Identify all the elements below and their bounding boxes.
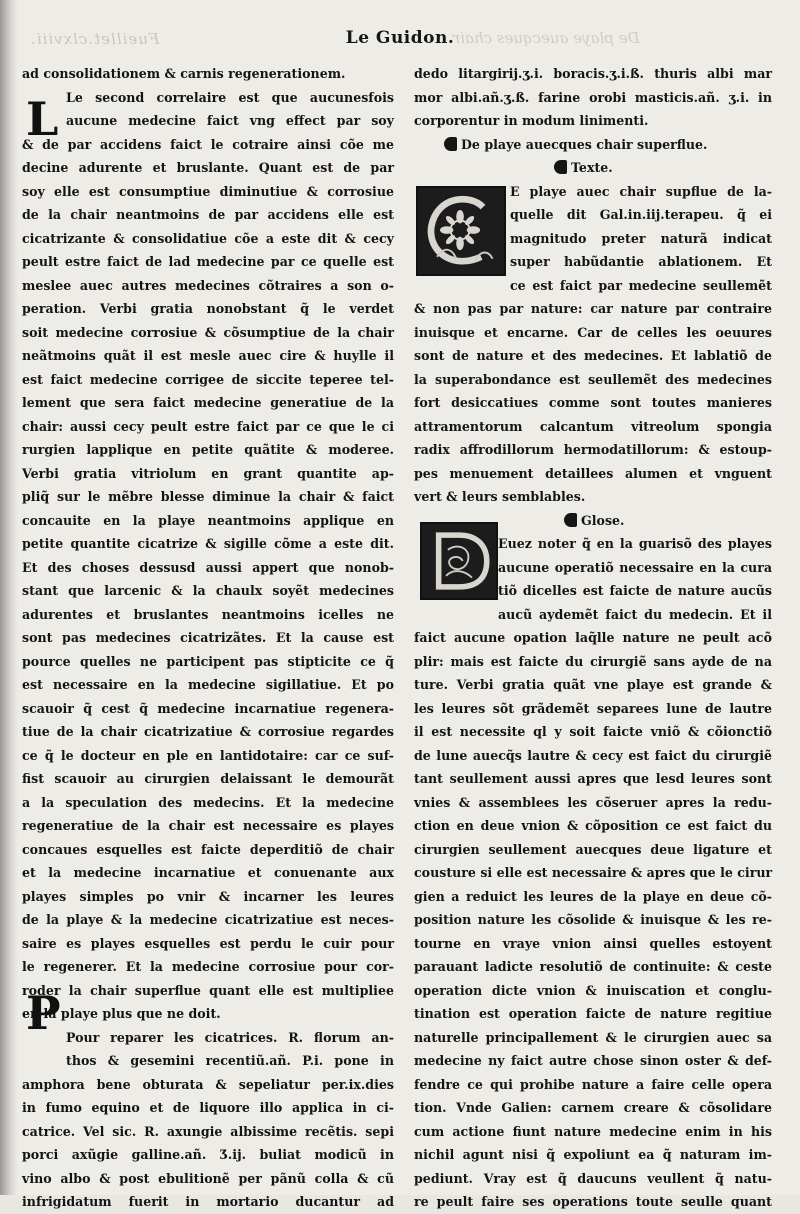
text-line: mor albi.añ.ʒ.ß. farine orobi masticis.añ. ʒ.i. in <box>414 89 772 105</box>
show-through-heading: De playe auecques chair <box>453 29 640 47</box>
paragraph-mark-icon <box>444 137 457 151</box>
paragraph-mark-icon <box>554 160 567 174</box>
text-line: est necessaire en la medecine sigillatiue. Et po <box>22 677 394 692</box>
floral-initial-icon <box>418 188 504 274</box>
text-line: catrice. Vel sic. R. axungie albissime recẽtis. sepi <box>22 1123 394 1139</box>
section-heading: Glose. <box>414 509 772 533</box>
text-line: E playe auec chair supflue de la- <box>510 183 772 199</box>
text-line: parauant ladicte resolutiõ de continuite: & ceste <box>414 959 772 974</box>
text-line: chair: aussi cecy peult estre faict par ce que le ci <box>22 418 394 434</box>
text-line: sont pas medecines cicatrizãtes. Et la cause est <box>22 630 394 645</box>
text-line: & non pas par nature: car nature par contraire <box>414 301 772 316</box>
text-line: de la chair neantmoins de par accidens elle est <box>22 207 394 222</box>
text-line: decine adurente et bruslante. Quant est de par <box>22 160 394 175</box>
text-line: pliq̃ sur le mẽbre blesse diminue la chair & faict <box>22 489 394 504</box>
text-line: nichil agunt nisi q̃ expoliunt ea q̃ naturam im- <box>414 1147 772 1162</box>
text-line: operation dicte vnion & inuiscation et conglu- <box>414 982 772 998</box>
section-heading: De playe auecques chair superflue. <box>414 133 772 157</box>
text-line: Euez noter q̃ en la guarisõ des playes <box>498 536 772 551</box>
text-line: quelle dit Gal.in.iij.terapeu. q̃ ei <box>510 207 772 222</box>
text-line: ction en deue vnion & cõposition ce est faict du <box>414 818 772 833</box>
text-line: de la playe & la medecine cicatrizatiue est neces- <box>22 912 394 927</box>
text-line: playes simples po vnir & incarner les leures <box>22 888 394 904</box>
text-line: gien a reduict les leures de la playe en deue cõ- <box>414 888 772 904</box>
text-line: peult estre faict de lad medecine par ce quelle est <box>22 254 394 269</box>
text-line: radix affrodillorum hermodatillorum: & estoup- <box>414 442 772 457</box>
text-line: ad consolidationem & carnis regenerationem. <box>22 66 346 81</box>
binding-shadow <box>0 0 18 1195</box>
text-line: vino albo & post ebulitionẽ per pãnũ colla & cũ <box>22 1170 394 1186</box>
text-line: fort desiccatiues comme sont toutes manieres <box>414 395 772 410</box>
running-title: Le Guidon. <box>345 28 455 48</box>
text-line: le regenerer. Et la medecine corrosiue pour cor- <box>22 959 394 974</box>
text-line: naturelle principallement & le cirurgien auec sa <box>414 1029 772 1045</box>
text-line: pes menuement detaillees alumen et vnguent <box>414 465 772 481</box>
text-line: est faict medecine corrigee de siccite teperee tel- <box>22 371 394 387</box>
initial-letter-p: P <box>26 986 61 1040</box>
text-line: plir: mais est faicte du cirurgiẽ sans ayde de na <box>414 653 772 669</box>
text-line: faict aucune opation laq̃lle nature ne peult acõ <box>414 630 772 645</box>
text-line: aucune medecine faict vng effect par soy <box>66 113 394 128</box>
text-line: scauoir q̃ cest q̃ medecine incarnatiue regenera- <box>22 700 394 716</box>
text-line: Verbi gratia vitriolum en grant quantite ap- <box>22 465 394 481</box>
text-line: infrigidatum fuerit in mortario ducantur ad <box>22 1194 394 1209</box>
text-line: tiue de la chair cicatrizatiue & corrosiue regardes <box>22 724 394 739</box>
text-line: petite quantite cicatrize & sigille cõme a este dit. <box>22 536 394 551</box>
text-line: fendre ce qui prohibe nature a faire celle opera <box>414 1076 772 1092</box>
text-line: tant seullement aussi apres que lesd leures sont <box>414 771 772 786</box>
text-line: adurentes et bruslantes neantmoins icelles ne <box>22 606 394 622</box>
text-line: medecine ny faict autre chose sinon oster & def- <box>414 1053 772 1068</box>
text-line: ce est faict par medecine seullemẽt <box>510 277 772 293</box>
text-line: cousture si elle est necessaire & apres que le cirur <box>414 865 773 880</box>
text-line: cicatrizante & consolidatiue cõe a este dit & cecy <box>22 230 394 246</box>
text-line: aucune operatiõ necessaire en la cura <box>498 559 772 575</box>
text-line: lement que sera faict medecine generatiue de la <box>22 395 394 410</box>
text-line: pediunt. Vray est q̃ daucuns veullent q̃ natu- <box>414 1170 772 1186</box>
decorated-initial-d <box>420 522 498 600</box>
left-column <box>22 62 394 1214</box>
text-line: Pour reparer les cicatrices. R. florum an- <box>66 1029 394 1045</box>
text-line: Le second correlaire est que aucunesfois <box>66 89 394 105</box>
text-line: in fumo equino et de liquore illo applica in ci- <box>22 1100 394 1115</box>
text-line: vert & leurs semblables. <box>414 489 586 504</box>
section-heading: Texte. <box>414 156 772 180</box>
text-line: cirurgien seullement auecques deue ligature et <box>414 841 772 857</box>
text-line: tourne en vraye vnion ainsi quelles estoyent <box>414 935 772 951</box>
text-line: amphora bene obturata & sepeliatur per.ix.dies <box>22 1076 394 1092</box>
text-line: cum actione fiunt nature medecine enim in his <box>414 1123 772 1139</box>
text-line: fist scauoir au cirurgien delaissant le demourãt <box>22 771 394 786</box>
text-line: magnitudo preter naturã indicat <box>510 230 772 246</box>
text-line: meslee auec autres medecines cõtraires a son o- <box>22 277 394 293</box>
text-line: & de par accidens faict le cotraire ainsi cõe me <box>22 136 394 152</box>
text-line: position nature les cõsolide & inuisque & les re- <box>414 912 772 927</box>
text-line: thos & gesemini recentiũ.añ. P.i. pone in <box>66 1053 394 1068</box>
text-line: inuisque et encarne. Car de celles les oeuures <box>414 324 772 340</box>
text-line: sont de nature et des medecines. Et lablatiõ de <box>414 348 772 363</box>
text-line: super habũdantie ablationem. Et <box>510 254 772 269</box>
text-line: peration. Verbi gratia nonobstant q̃ le verdet <box>22 301 394 316</box>
text-line: neãtmoins quãt il est mesle auec cire & huylle il <box>22 348 394 363</box>
text-line: en la playe plus que ne doit. <box>22 1006 221 1021</box>
text-line: porci axũgie galline.añ. Ʒ.ij. buliat modicũ in <box>22 1147 394 1162</box>
text-line: dedo litargirij.ʒ.i. boracis.ʒ.i.ß. thuris albi mar <box>414 66 772 81</box>
ornamental-initial-icon <box>422 524 496 598</box>
text-line: pource quelles ne participent pas stipticite ce q̃ <box>22 653 394 669</box>
text-line: aucũ aydemẽt faict du medecin. Et il <box>498 606 772 622</box>
text-line: re peult faire ses operations toute seulle quant <box>414 1194 772 1209</box>
text-line: la superabondance est seullemẽt des medecines <box>414 371 772 387</box>
text-line: soy elle est consumptiue diminutiue & corrosiue <box>22 183 394 199</box>
initial-letter-l: L <box>26 92 59 146</box>
decorated-initial-c <box>416 186 506 276</box>
text-line: tination est operation faicte de nature regitiue <box>414 1006 772 1021</box>
text-line: et la medecine incarnatiue et conuenante aux <box>22 865 394 880</box>
text-line: saire es playes esquelles est perdu le cuir pour <box>22 935 394 951</box>
text-line: ce q̃ le docteur en ple en lantidotaire: car ce suf- <box>22 747 394 763</box>
text-line: soit medecine corrosiue & cõsumptiue de la chair <box>22 324 394 340</box>
text-line: regeneratiue de la chair est necessaire es playes <box>22 818 394 833</box>
text-line: concauite en la playe neantmoins applique en <box>22 512 394 528</box>
text-line: tiõ dicelles est faicte de nature aucũs <box>498 583 772 598</box>
text-line: vnies & assemblees les cõseruer apres la redu- <box>414 794 772 810</box>
text-line: il est necessite ql y soit faicte vniõ & cõionctiõ <box>414 724 772 739</box>
text-line: rurgien lapplique en petite quãtite & moderee. <box>22 442 394 457</box>
text-line: attramentorum calcantum vitreolum spongia <box>414 418 772 434</box>
text-line: stant que larcenic & la chaulx soyẽt medecines <box>22 583 394 598</box>
paragraph-mark-icon <box>564 513 577 527</box>
text-line: concaues esquelles est faicte deperditiõ de chair <box>22 841 394 857</box>
text-line: roder la chair superflue quant elle est multipliee <box>22 982 394 998</box>
text-line: Et des choses dessusd aussi appert que nonob- <box>22 559 394 575</box>
text-line: les leures sõt grãdemẽt separees lune de lautre <box>414 700 772 716</box>
text-line: de lune auecq̃s lautre & cecy est faict du cirurgiẽ <box>414 747 772 763</box>
text-line: corporentur in modum linimenti. <box>414 113 649 128</box>
text-line: ture. Verbi gratia quãt vne playe est grande & <box>414 677 772 692</box>
text-line: tion. Vnde Galien: carnem creare & cõsolidare <box>414 1100 772 1115</box>
text-line: a la speculation des medecins. Et la medecine <box>22 794 394 810</box>
show-through-folio: Fueillet.clxviii. <box>30 30 160 48</box>
running-header <box>0 26 800 56</box>
